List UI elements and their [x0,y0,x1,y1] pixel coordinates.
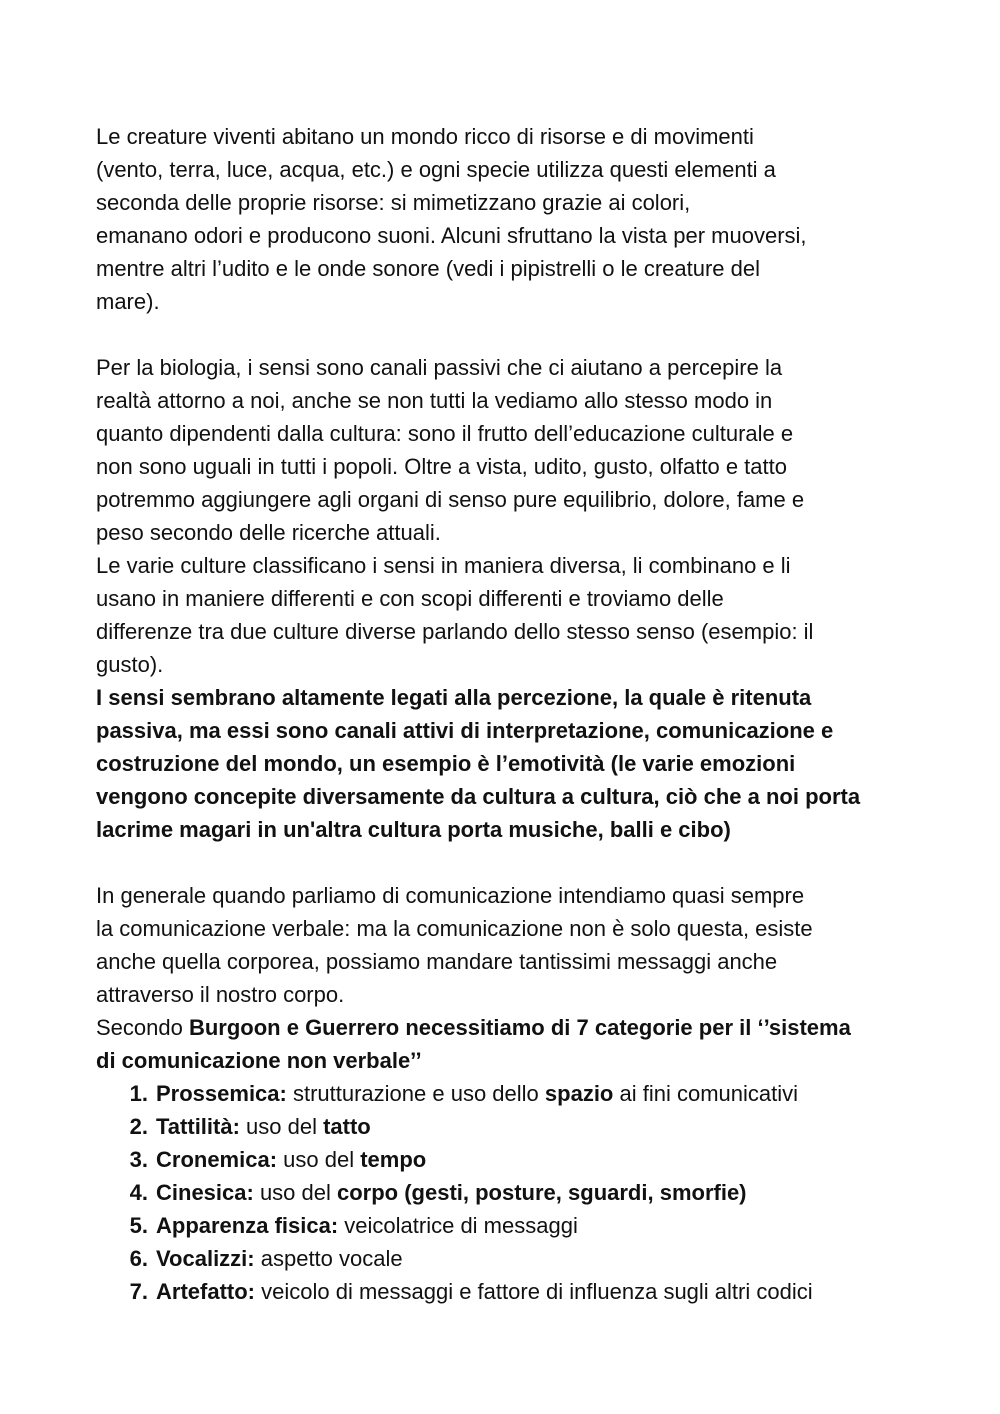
list-text: aspetto vocale [254,1246,403,1271]
list-bold-text: spazio [544,1081,614,1106]
list-term: Artefatto: [156,1279,255,1304]
list-text: strutturazione e uso dello [286,1081,545,1106]
document-page [96,120,916,1308]
text-line: anche quella corporea, possiamo mandare tantissimi messaggi anche [96,949,778,974]
list-bold-text: tempo [360,1147,427,1172]
list-number: 6. [129,1246,148,1271]
text-line: attraverso il nostro corpo. [96,982,345,1007]
list-text: ai fini comunicativi [613,1081,799,1106]
bold-text-line: I sensi sembrano altamente legati alla percezione, la quale è ritenuta [96,685,812,710]
text-line: differenze tra due culture diverse parlando dello stesso senso (esempio: il [96,619,814,644]
list-item [96,1077,916,1110]
text-line: la comunicazione verbale: ma la comunicazione non è solo questa, esiste [96,916,813,941]
list-item [96,1209,916,1242]
text-line: seconda delle proprie risorse: si mimetizzano grazie ai colori, [96,190,691,215]
text-line: gusto). [96,652,164,677]
list-number: 2. [129,1114,148,1139]
bold-text-line: costruzione del mondo, un esempio è l’emotività (le varie emozioni [96,751,796,776]
text-line: usano in maniere differenti e con scopi differenti e troviamo delle [96,586,724,611]
list-text: veicolo di messaggi e fattore di influenza sugli altri codici [255,1279,813,1304]
categories-numbered-list [96,1077,916,1308]
list-text: veicolatrice di messaggi [338,1213,578,1238]
list-item [96,1176,916,1209]
bold-text-line: vengono concepite diversamente da cultura a cultura, ciò che a noi porta [96,784,861,809]
list-number: 7. [129,1279,148,1304]
bold-text: Burgoon e Guerrero necessitiamo di 7 categorie per il ‘’sistema [188,1015,851,1040]
text-line: quanto dipendenti dalla cultura: sono il frutto dell’educazione culturale e [96,421,794,446]
list-bold-text: corpo (gesti, posture, sguardi, smorfie) [337,1180,747,1205]
list-item [96,1275,916,1308]
paragraph-creature-viventi [96,120,916,318]
list-term: Cronemica: [156,1147,278,1172]
text-line: In generale quando parliamo di comunicazione intendiamo quasi sempre [96,883,805,908]
blank-line [96,846,916,879]
bold-text-line: di comunicazione non verbale’’ [96,1048,422,1073]
text-line: non sono uguali in tutti i popoli. Oltre a vista, udito, gusto, olfatto e tatto [96,454,787,479]
paragraph-burgoon-guerrero [96,1011,916,1077]
paragraph-biologia-sensi [96,351,916,681]
list-number: 5. [129,1213,148,1238]
text-line: peso secondo delle ricerche attuali. [96,520,441,545]
list-number: 3. [129,1147,148,1172]
text-line [96,1011,916,1044]
text-line: Per la biologia, i sensi sono canali passivi che ci aiutano a percepire la [96,355,783,380]
list-item [96,1143,916,1176]
list-text: uso del [253,1180,337,1205]
list-term: Cinesica: [156,1180,254,1205]
bold-text-line: passiva, ma essi sono canali attivi di interpretazione, comunicazione e [96,718,834,743]
text-line: potremmo aggiungere agli organi di senso pure equilibrio, dolore, fame e [96,487,805,512]
text-line: emanano odori e producono suoni. Alcuni sfruttano la vista per muoversi, [96,223,807,248]
list-term: Prossemica: [156,1081,287,1106]
text-line: Le creature viventi abitano un mondo ricco di risorse e di movimenti [96,124,754,149]
blank-line [96,318,916,351]
text-line: Le varie culture classificano i sensi in maniera diversa, li combinano e li [96,553,791,578]
list-text: uso del [239,1114,324,1139]
list-item [96,1110,916,1143]
text-prefix: Secondo [96,1015,189,1040]
list-bold-text: tatto [323,1114,371,1139]
list-term: Tattilità: [156,1114,240,1139]
text-line: (vento, terra, luce, acqua, etc.) e ogni specie utilizza questi elementi a [96,157,776,182]
list-term: Apparenza fisica: [156,1213,339,1238]
text-line: realtà attorno a noi, anche se non tutti la vediamo allo stesso modo in [96,388,773,413]
text-line: mentre altri l’udito e le onde sonore (vedi i pipistrelli o le creature del [96,256,761,281]
bold-paragraph-percezione [96,681,916,846]
list-number: 1. [129,1081,148,1106]
list-number: 4. [129,1180,148,1205]
bold-text-line: lacrime magari in un'altra cultura porta musiche, balli e cibo) [96,817,731,842]
list-item [96,1242,916,1275]
list-term: Vocalizzi: [156,1246,255,1271]
text-line: mare). [96,289,160,314]
list-text: uso del [277,1147,361,1172]
paragraph-comunicazione [96,879,916,1011]
